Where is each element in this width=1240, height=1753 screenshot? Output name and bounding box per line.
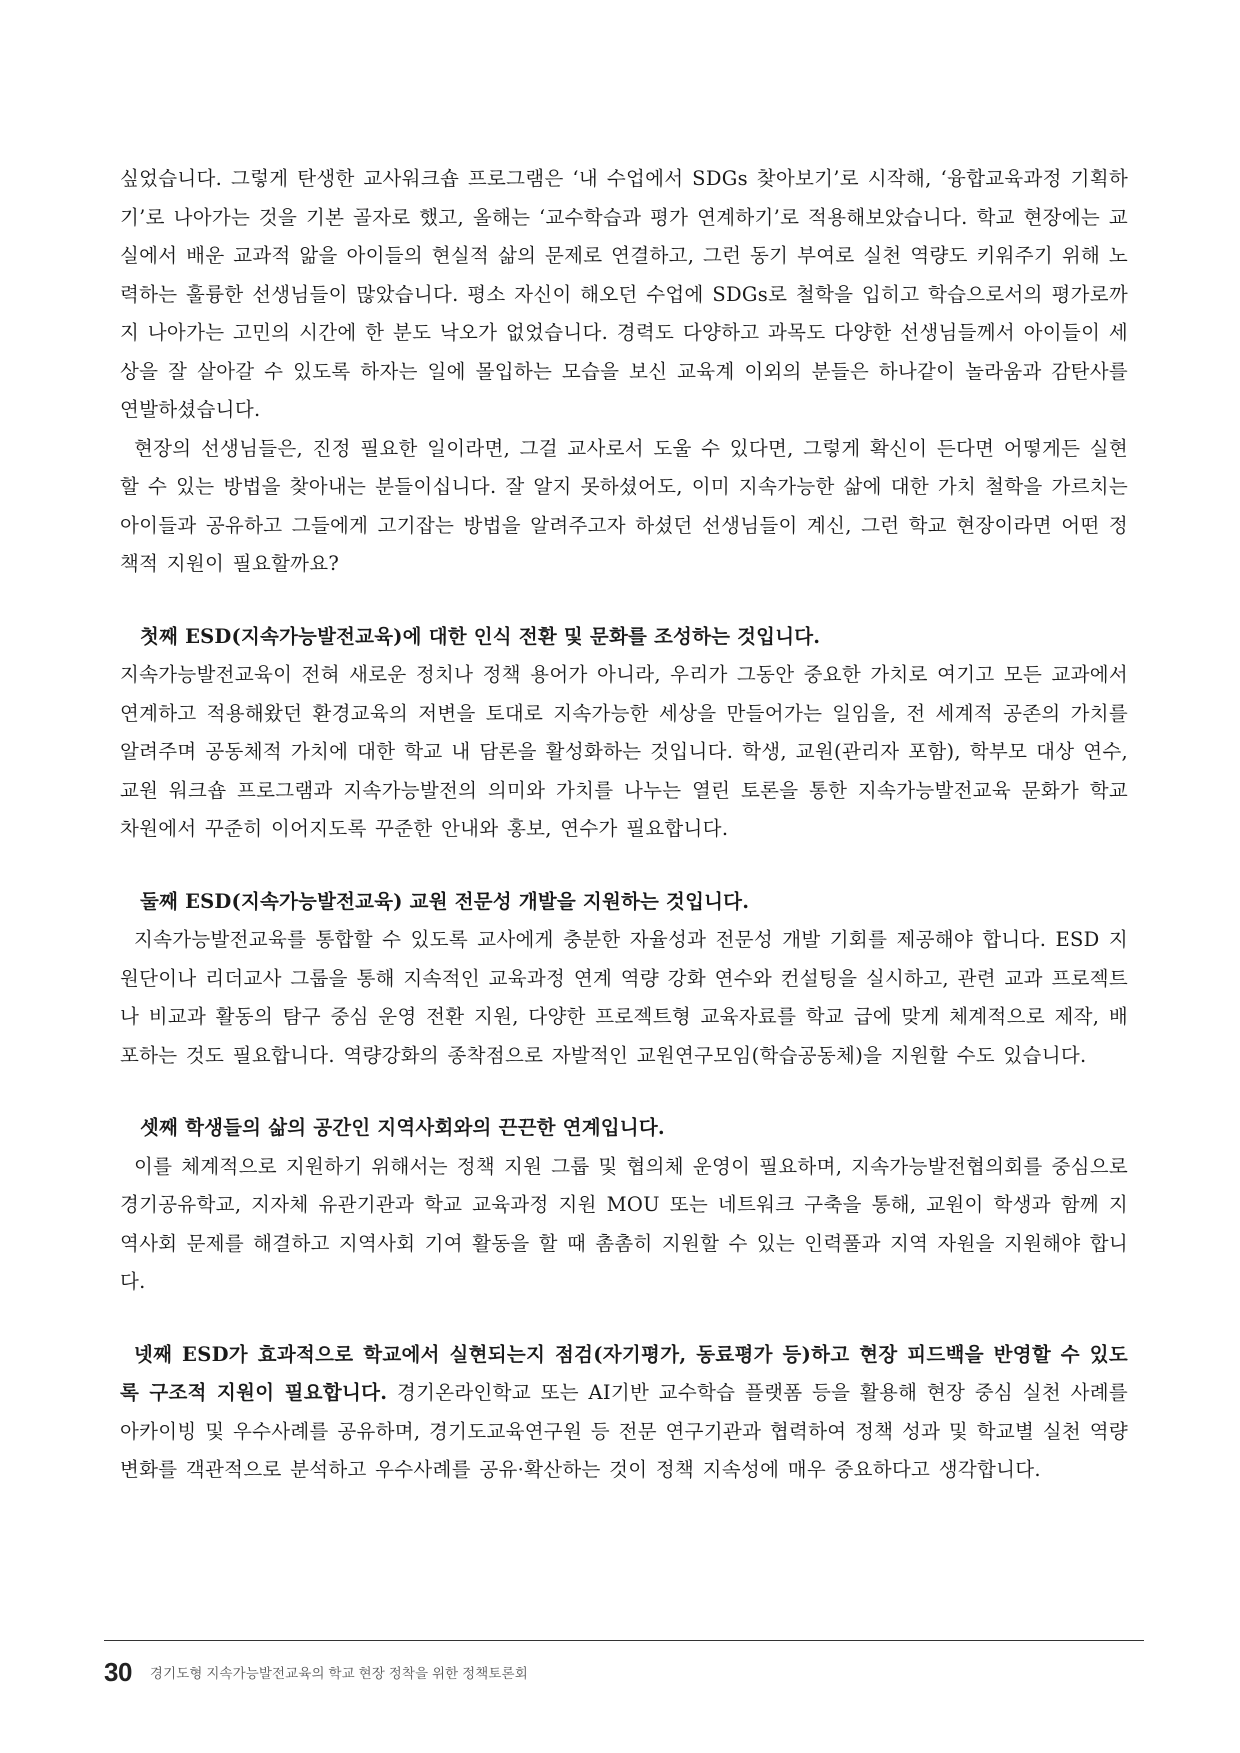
section-3-heading: 셋째 학생들의 삶의 공간인 지역사회와의 끈끈한 연계입니다. bbox=[140, 1116, 665, 1139]
section-4-text: 경기온라인학교 또는 AI기반 교수학습 플랫폼 등을 활용해 현장 중심 실천 사례를 아카이빙 및 우수사례를 공유하며, 경기도교육연구원 등 전문 연구기관과 협력하여 정책 성과 및 학교별 실천 역량 변화를 객관적으로 분석하고 우수사례를 공유·확산하는 것이 정책 지속성에 매우 중요하다고 생각합니다. bbox=[120, 1381, 1128, 1481]
section-3-paragraph: 이를 체계적으로 지원하기 위해서는 정책 지원 그룹 및 협의체 운영이 필요하며, 지속가능발전협의회를 중심으로 경기공유학교, 지자체 유관기관과 학교 교육과정 지원 MOU 또는 네트워크 구축을 통해, 교원이 학생과 함께 지역사회 문제를 해결하고 지역사회 기여 활동을 할 때 촘촘히 지원할 수 있는 인력풀과 지역 자원을 지원해야 합니다. bbox=[120, 1154, 1128, 1293]
page-footer bbox=[104, 1652, 528, 1692]
page-body bbox=[120, 160, 1128, 1490]
footer-divider bbox=[104, 1640, 1144, 1641]
section-4-heading: 넷째 ESD가 효과적으로 학교에서 실현되는지 점검(자기평가, 동료평가 등)하고 현장 피드백을 반영할 수 있도록 구조적 지원이 필요합니다. bbox=[120, 1342, 1128, 1404]
intro-paragraph-1: 싶었습니다. 그렇게 탄생한 교사워크숍 프로그램은 ‘내 수업에서 SDGs 찾아보기’로 시작해, ‘융합교육과정 기획하기’로 나아가는 것을 기본 골자로 했고, 올해는 ‘교수학습과 평가 연계하기’로 적용해보았습니다. 학교 현장에는 교실에서 배운 교과적 앎을 아이들의 현실적 삶의 문제로 연결하고, 그런 동기 부여로 실천 역량도 키워주기 위해 노력하는 훌륭한 선생님들이 많았습니다. 평소 자신이 해오던 수업에 SDGs로 철학을 입히고 학습으로서의 평가로까지 나아가는 고민의 시간에 한 분도 낙오가 없었습니다. 경력도 다양하고 과목도 다양한 선생님들께서 아이들이 세상을 잘 살아갈 수 있도록 하자는 일에 몰입하는 모습을 보신 교육계 이외의 분들은 하나같이 놀라움과 감탄사를 연발하셨습니다. bbox=[120, 167, 1128, 421]
section-1-heading: 첫째 ESD(지속가능발전교육)에 대한 인식 전환 및 문화를 조성하는 것입니다. bbox=[140, 624, 821, 648]
intro-paragraph-2: 현장의 선생님들은, 진정 필요한 일이라면, 그걸 교사로서 도울 수 있다면, 그렇게 확신이 든다면 어떻게든 실현할 수 있는 방법을 찾아내는 분들이십니다. 잘 알지 못하셨어도, 이미 지속가능한 삶에 대한 가치 철학을 가르치는 아이들과 공유하고 그들에게 고기잡는 방법을 알려주고자 하셨던 선생님들이 계신, 그런 학교 현장이라면 어떤 정책적 지원이 필요할까요? bbox=[120, 436, 1128, 575]
section-2-heading: 둘째 ESD(지속가능발전교육) 교원 전문성 개발을 지원하는 것입니다. bbox=[140, 889, 750, 913]
footer-title: 경기도형 지속가능발전교육의 학교 현장 정착을 위한 정책토론회 bbox=[149, 1666, 528, 1681]
section-4-paragraph bbox=[120, 1336, 1128, 1490]
section-1-paragraph: 지속가능발전교육이 전혀 새로운 정치나 정책 용어가 아니라, 우리가 그동안 중요한 가치로 여기고 모든 교과에서 연계하고 적용해왔던 환경교육의 저변을 토대로 지속가능한 세상을 만들어가는 일임을, 전 세계적 공존의 가치를 알려주며 공동체적 가치에 대한 학교 내 담론을 활성화하는 것입니다. 학생, 교원(관리자 포함), 학부모 대상 연수, 교원 워크숍 프로그램과 지속가능발전의 의미와 가치를 나누는 열린 토론을 통한 지속가능발전교육 문화가 학교 차원에서 꾸준히 이어지도록 꾸준한 안내와 홍보, 연수가 필요합니다. bbox=[120, 663, 1128, 840]
section-2-paragraph: 지속가능발전교육를 통합할 수 있도록 교사에게 충분한 자율성과 전문성 개발 기회를 제공해야 합니다. ESD 지원단이나 리더교사 그룹을 통해 지속적인 교육과정 연계 역량 강화 연수와 컨설팅을 실시하고, 관련 교과 프로젝트나 비교과 활동의 탐구 중심 운영 전환 지원, 다양한 프로젝트형 교육자료를 학교 급에 맞게 체계적으로 제작, 배포하는 것도 필요합니다. 역량강화의 종착점으로 자발적인 교원연구모임(학습공동체)을 지원할 수도 있습니다. bbox=[120, 928, 1128, 1067]
page-number: 30 bbox=[104, 1656, 132, 1687]
